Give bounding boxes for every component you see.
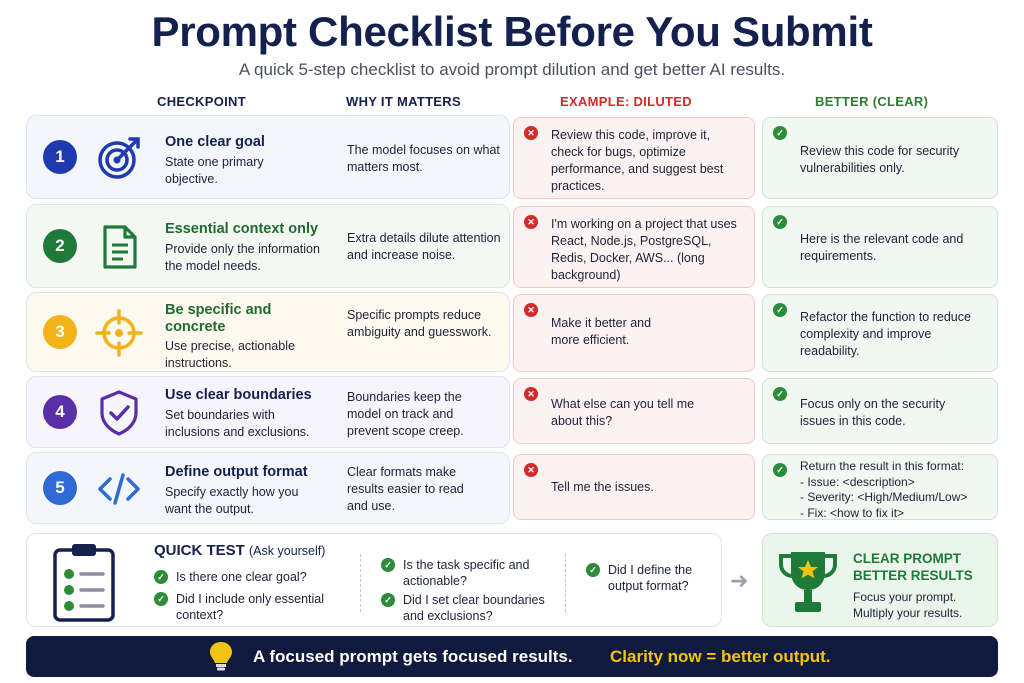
better-text: Here is the relevant code and requirements. [800,232,964,263]
check-icon: ✓ [381,593,395,607]
quick-test-title: QUICK TEST (Ask yourself) [154,542,326,559]
checklist-row-1 [26,115,510,199]
check-icon: ✓ [154,570,168,584]
diluted-text: What else can you tell me about this? [551,397,695,428]
checkpoint-title: One clear goal [165,134,265,150]
diluted-text: Tell me the issues. [551,480,654,494]
checklist-row-4 [26,376,510,448]
better-text: Refactor the function to reduce complexity and improve readability. [800,310,971,358]
diluted-example-4 [513,378,755,444]
check-icon: ✓ [773,387,787,401]
lightbulb-icon [208,641,234,671]
why-it-matters: Boundaries keep the model on track and prevent scope creep. [347,390,464,438]
column-header-why: WHY IT MATTERS [346,94,461,109]
x-icon: ✕ [524,387,538,401]
better-text: Focus only on the security issues in this code. [800,397,946,428]
checkpoint-desc: Set boundaries with inclusions and exclusions. [165,408,310,439]
checkpoint-title: Be specific and concrete [165,302,272,335]
check-icon: ✓ [773,215,787,229]
result-heading-1: CLEAR PROMPT [853,551,961,566]
checklist-row-2 [26,204,510,288]
arrow-right-icon: ➜ [730,568,749,593]
diluted-example-5 [513,454,755,520]
better-example-2 [762,206,998,288]
quick-test-panel [26,533,722,627]
checkpoint-title: Use clear boundaries [165,387,312,403]
quick-test-item: ✓ Did I include only essential context? [176,591,346,623]
quick-test-subtitle: (Ask yourself) [249,544,326,558]
divider [360,554,361,612]
checkpoint-desc: State one primary objective. [165,155,264,186]
step-number: 1 [43,140,77,174]
step-number: 4 [43,395,77,429]
better-format-list [800,459,989,521]
better-format-line: - Issue: <description> [800,474,915,489]
check-icon: ✓ [773,463,787,477]
checkpoint-title: Define output format [165,464,308,480]
quick-test-item: ✓ Is the task specific and actionable? [403,557,553,589]
checkpoint-title: Essential context only [165,221,319,237]
step-number: 2 [43,229,77,263]
step-number: 5 [43,471,77,505]
column-header-checkpoint: CHECKPOINT [157,94,246,109]
better-example-5 [762,454,998,520]
diluted-text: Make it better and more efficient. [551,316,652,347]
better-text: Review this code for security vulnerabilities only. [800,144,960,175]
diluted-example-2 [513,206,755,288]
checklist-row-3 [26,292,510,372]
banner-main-text: A focused prompt gets focused results. [253,647,573,666]
x-icon: ✕ [524,303,538,317]
result-tagline-1: Focus your prompt. [853,590,957,604]
result-heading-2: BETTER RESULTS [853,568,973,583]
shield-check-icon [95,389,143,437]
checkpoint-desc: Provide only the information the model needs. [165,242,320,273]
banner-accent-text: Clarity now = better output. [610,647,831,666]
quick-test-item: ✓ Is there one clear goal? [176,569,346,585]
why-it-matters: Extra details dilute attention and increase noise. [347,231,501,262]
why-it-matters: Specific prompts reduce ambiguity and guesswork. [347,308,492,339]
better-format-line: Return the result in this format: [800,459,965,473]
diluted-text: I'm working on a project that uses React, Node.js, PostgreSQL, Redis, Docker, AWS... (long background) [551,217,737,282]
footer-banner [26,636,998,677]
better-example-3 [762,294,998,372]
x-icon: ✕ [524,126,538,140]
page-subtitle: A quick 5-step checklist to avoid prompt dilution and get better AI results. [238,60,786,79]
document-icon [95,223,143,271]
code-icon [95,465,143,513]
diluted-example-1 [513,117,755,199]
better-format-line: - Severity: <High/Medium/Low> [800,490,968,504]
step-number: 3 [43,315,77,349]
diluted-text: Review this code, improve it, check for bugs, optimize performance, and suggest best practices. [551,128,724,193]
x-icon: ✕ [524,463,538,477]
result-panel [762,533,998,627]
check-icon: ✓ [586,563,600,577]
check-icon: ✓ [381,558,395,572]
target-icon [95,134,143,182]
better-example-4 [762,378,998,444]
diluted-example-3 [513,294,755,372]
checkpoint-desc: Use precise, actionable instructions. [165,339,295,370]
quick-test-item: ✓ Did I set clear boundaries and exclusions? [403,592,563,624]
check-icon: ✓ [773,126,787,140]
why-it-matters: The model focuses on what matters most. [347,143,500,174]
column-header-better: BETTER (CLEAR) [815,94,929,109]
checklist-row-5 [26,452,510,524]
crosshair-icon [95,309,143,357]
check-icon: ✓ [154,592,168,606]
why-it-matters: Clear formats make results easier to read and use. [347,465,464,513]
clipboard-icon [49,542,119,622]
check-icon: ✓ [773,303,787,317]
x-icon: ✕ [524,215,538,229]
quick-test-item: ✓ Did I define the output format? [608,562,708,594]
better-format-line: - Fix: <how to fix it> [800,505,905,520]
page-title: Prompt Checklist Before You Submit [151,8,873,55]
column-header-diluted: EXAMPLE: DILUTED [560,94,692,109]
divider [565,554,566,612]
trophy-icon [777,548,839,616]
checkpoint-desc: Specify exactly how you want the output. [165,485,299,516]
better-example-1 [762,117,998,199]
result-tagline-2: Multiply your results. [853,606,963,620]
